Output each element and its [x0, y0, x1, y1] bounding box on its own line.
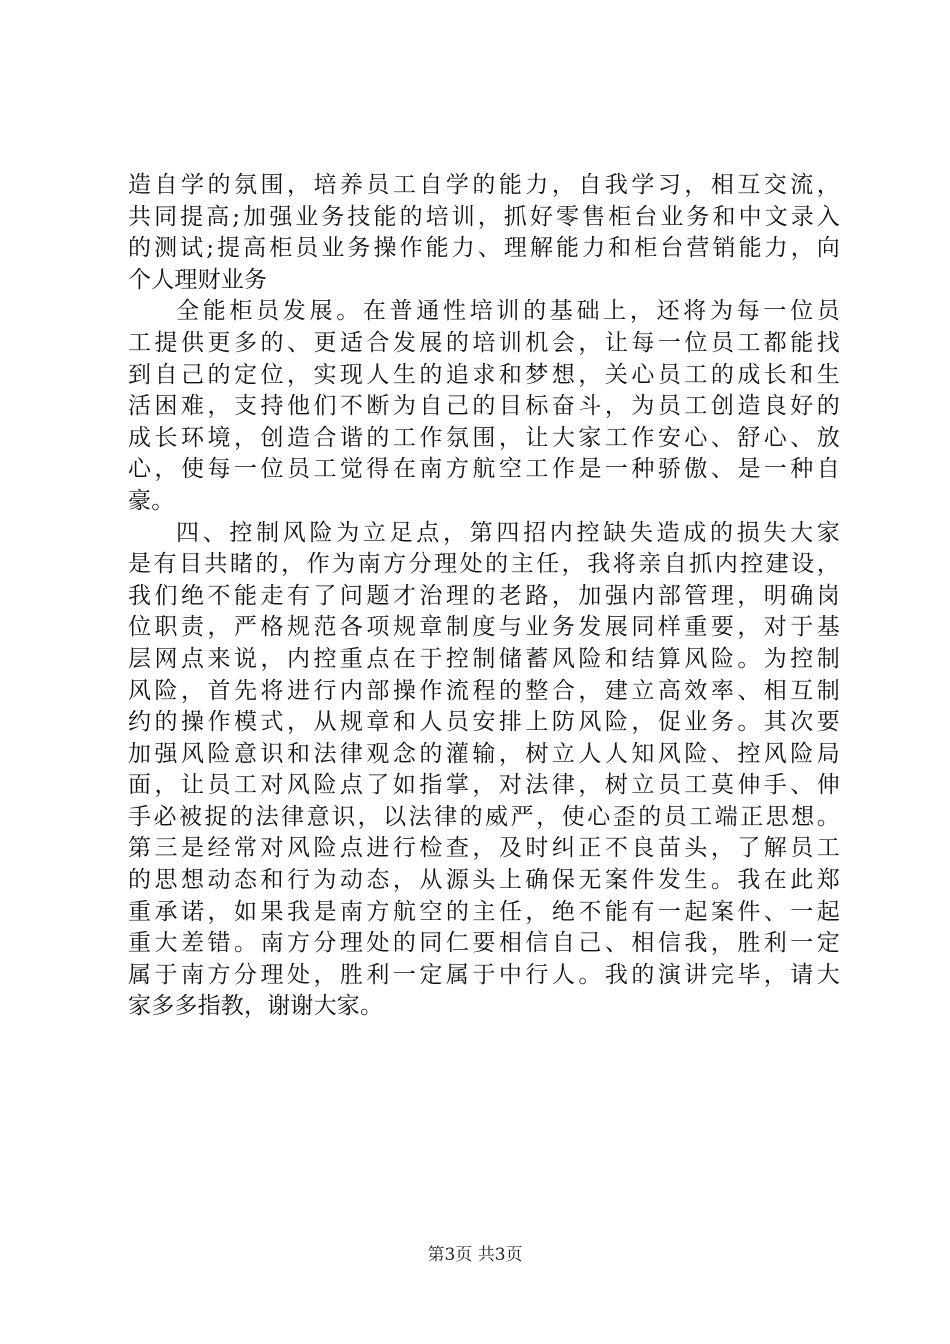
text-line: 个人理财业务 [128, 266, 268, 293]
text-line: 成长环境，创造合谐的工作氛围，让大家工作安心、舒心、放 [128, 424, 840, 451]
text-line: 重承诺，如果我是南方航空的主任，绝不能有一起案件、一起 [128, 898, 840, 925]
text-line: 第三是经常对风险点进行检查，及时纠正不良苗头，了解员工 [128, 835, 840, 862]
text-line: 约的操作模式，从规章和人员安排上防风险，促业务。其次要 [128, 709, 840, 736]
paragraph-first-line: 全能柜员发展。在普通性培训的基础上，还将为每一位员 [176, 298, 840, 325]
text-line: 家多多指教，谢谢大家。 [128, 993, 384, 1020]
text-line: 重大差错。南方分理处的同仁要相信自己、相信我，胜利一定 [128, 930, 840, 957]
text-line: 造自学的氛围，培养员工自学的能力，自我学习，相互交流， [128, 172, 840, 198]
text-line: 共同提高;加强业务技能的培训，抓好零售柜台业务和中文录入 [128, 203, 840, 230]
paragraph-first-line: 四、控制风险为立足点，第四招内控缺失造成的损失大家 [176, 519, 840, 546]
document-body [128, 170, 840, 1023]
text-line: 心，使每一位员工觉得在南方航空工作是一种骄傲、是一种自 [128, 456, 840, 483]
text-line: 面，让员工对风险点了如指掌，对法律，树立员工莫伸手、伸 [128, 772, 840, 799]
text-line: 手必被捉的法律意识，以法律的威严，使心歪的员工端正思想。 [128, 803, 840, 830]
text-line: 位职责，严格规范各项规章制度与业务发展同样重要，对于基 [128, 614, 840, 641]
text-line: 到自己的定位，实现人生的追求和梦想，关心员工的成长和生 [128, 361, 840, 388]
text-line: 风险，首先将进行内部操作流程的整合，建立高效率、相互制 [128, 677, 840, 704]
text-line: 我们绝不能走有了问题才治理的老路，加强内部管理，明确岗 [128, 582, 840, 609]
text-line: 工提供更多的、更适合发展的培训机会，让每一位员工都能找 [128, 329, 840, 356]
text-line: 是有目共睹的，作为南方分理处的主任，我将亲自抓内控建设， [128, 551, 840, 578]
text-line: 层网点来说，内控重点在于控制储蓄风险和结算风险。为控制 [128, 645, 840, 672]
text-line: 活困难，支持他们不断为自己的目标奋斗，为员工创造良好的 [128, 393, 840, 420]
text-line: 的测试;提高柜员业务操作能力、理解能力和柜台营销能力，向 [128, 235, 840, 262]
text-line: 加强风险意识和法律观念的灌输，树立人人知风险、控风险局 [128, 740, 840, 767]
text-line: 属于南方分理处，胜利一定属于中行人。我的演讲完毕，请大 [128, 961, 840, 988]
text-line: 豪。 [128, 487, 175, 514]
text-line: 的思想动态和行为动态，从源头上确保无案件发生。我在此郑 [128, 867, 840, 894]
page-number-footer: 第3页 共3页 [427, 1245, 523, 1265]
